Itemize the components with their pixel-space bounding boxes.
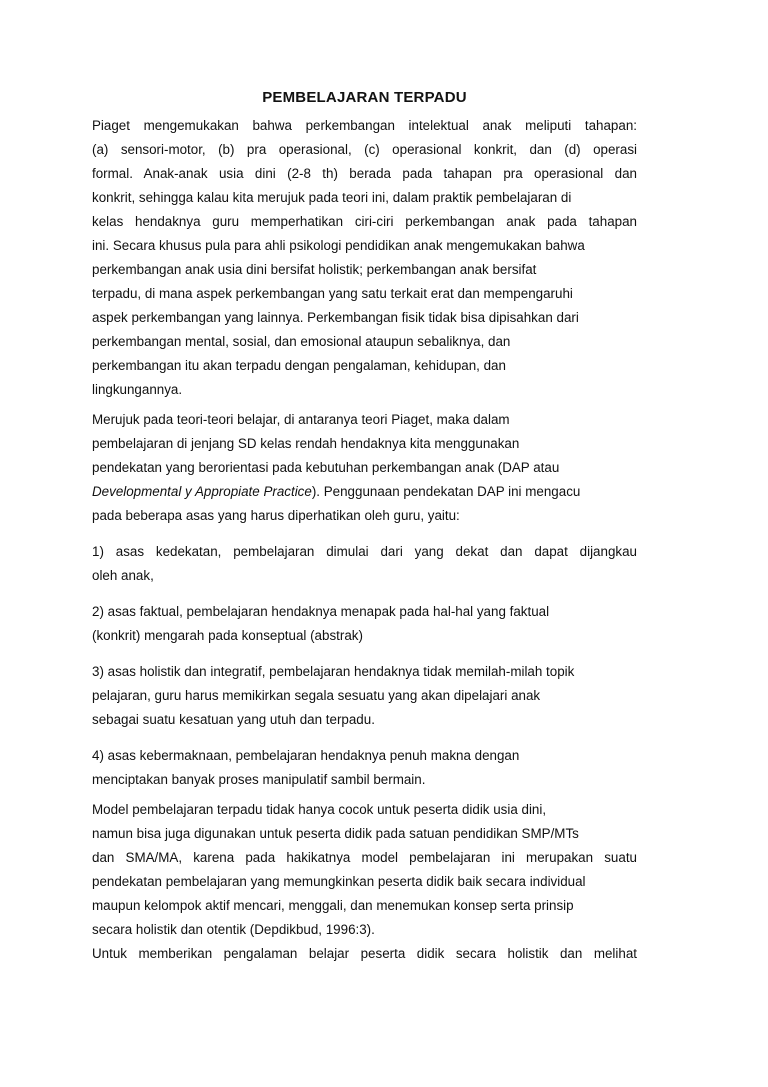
text-line: 4) asas kebermaknaan, pembelajaran hendaknya penuh makna dengan (92, 748, 520, 763)
text-line: namun bisa juga digunakan untuk peserta didik pada satuan pendidikan SMP/MTs (92, 826, 579, 841)
text-line: secara holistik dan otentik (Depdikbud, 1996:3). (92, 922, 375, 937)
text-line: menciptakan banyak proses manipulatif sambil bermain. (92, 772, 426, 787)
text-line: 2) asas faktual, pembelajaran hendaknya menapak pada hal-hal yang faktual (92, 604, 550, 619)
paragraph-model (92, 798, 637, 942)
text-line: dan SMA/MA, karena pada hakikatnya model pembelajaran ini merupakan suatu (92, 850, 637, 865)
paragraph-piaget (92, 114, 637, 402)
text-line: pendekatan pembelajaran yang memungkinkan peserta didik baik secara individual (92, 874, 586, 889)
text-line: kelas hendaknya guru memperhatikan ciri-ciri perkembangan anak pada tahapan (92, 214, 637, 229)
document-title: PEMBELAJARAN TERPADU (262, 89, 467, 106)
text-line: pendekatan yang berorientasi pada kebutuhan perkembangan anak (DAP atau (92, 460, 560, 475)
text-line: (konkrit) mengarah pada konseptual (abstrak) (92, 628, 363, 643)
text-line: terpadu, di mana aspek perkembangan yang satu terkait erat dan mempengaruhi (92, 286, 573, 301)
text-line: (a) sensori-motor, (b) pra operasional, (c) operasional konkrit, dan (d) operasi (92, 142, 637, 157)
paragraph-untuk (92, 942, 637, 966)
text-line: Untuk memberikan pengalaman belajar peserta didik secara holistik dan melihat (92, 946, 637, 961)
text-line: ini. Secara khusus pula para ahli psikologi pendidikan anak mengemukakan bahwa (92, 238, 585, 253)
text-line: pembelajaran di jenjang SD kelas rendah hendaknya kita menggunakan (92, 436, 520, 451)
dap-after-term: ). Penggunaan pendekatan DAP ini mengacu (311, 484, 581, 499)
text-line: pelajaran, guru harus memikirkan segala sesuatu yang akan dipelajari anak (92, 688, 541, 703)
text-line: Model pembelajaran terpadu tidak hanya cocok untuk peserta didik usia dini, (92, 802, 547, 817)
text-line: 3) asas holistik dan integratif, pembelajaran hendaknya tidak memilah-milah topik (92, 664, 575, 679)
list-item (92, 540, 637, 588)
text-line: sebagai suatu kesatuan yang utuh dan terpadu. (92, 712, 375, 727)
dap-italic-term: Developmental y Appropiate Practice (92, 484, 312, 499)
text-line: 1) asas kedekatan, pembelajaran dimulai dari yang dekat dan dapat dijangkau (92, 544, 637, 559)
text-line: lingkungannya. (92, 382, 183, 397)
list-item (92, 744, 637, 792)
text-line: perkembangan itu akan terpadu dengan pengalaman, kehidupan, dan (92, 358, 506, 373)
document-page (92, 88, 637, 972)
list-item (92, 660, 637, 732)
text-line-dap-term (92, 480, 637, 504)
text-line: Merujuk pada teori-teori belajar, di antaranya teori Piaget, maka dalam (92, 412, 510, 427)
list-item (92, 600, 637, 648)
text-line: maupun kelompok aktif mencari, menggali, dan menemukan konsep serta prinsip (92, 898, 574, 913)
text-line: Piaget mengemukakan bahwa perkembangan intelektual anak meliputi tahapan: (92, 118, 637, 133)
text-line: oleh anak, (92, 568, 154, 583)
text-line: perkembangan anak usia dini bersifat holistik; perkembangan anak bersifat (92, 262, 537, 277)
paragraph-dap (92, 408, 637, 528)
text-line: pada beberapa asas yang harus diperhatikan oleh guru, yaitu: (92, 508, 460, 523)
text-line: aspek perkembangan yang lainnya. Perkembangan fisik tidak bisa dipisahkan dari (92, 310, 579, 325)
text-line: perkembangan mental, sosial, dan emosional ataupun sebaliknya, dan (92, 334, 511, 349)
text-line: formal. Anak-anak usia dini (2-8 th) berada pada tahapan pra operasional dan (92, 166, 637, 181)
text-line: konkrit, sehingga kalau kita merujuk pada teori ini, dalam praktik pembelajaran di (92, 190, 572, 205)
